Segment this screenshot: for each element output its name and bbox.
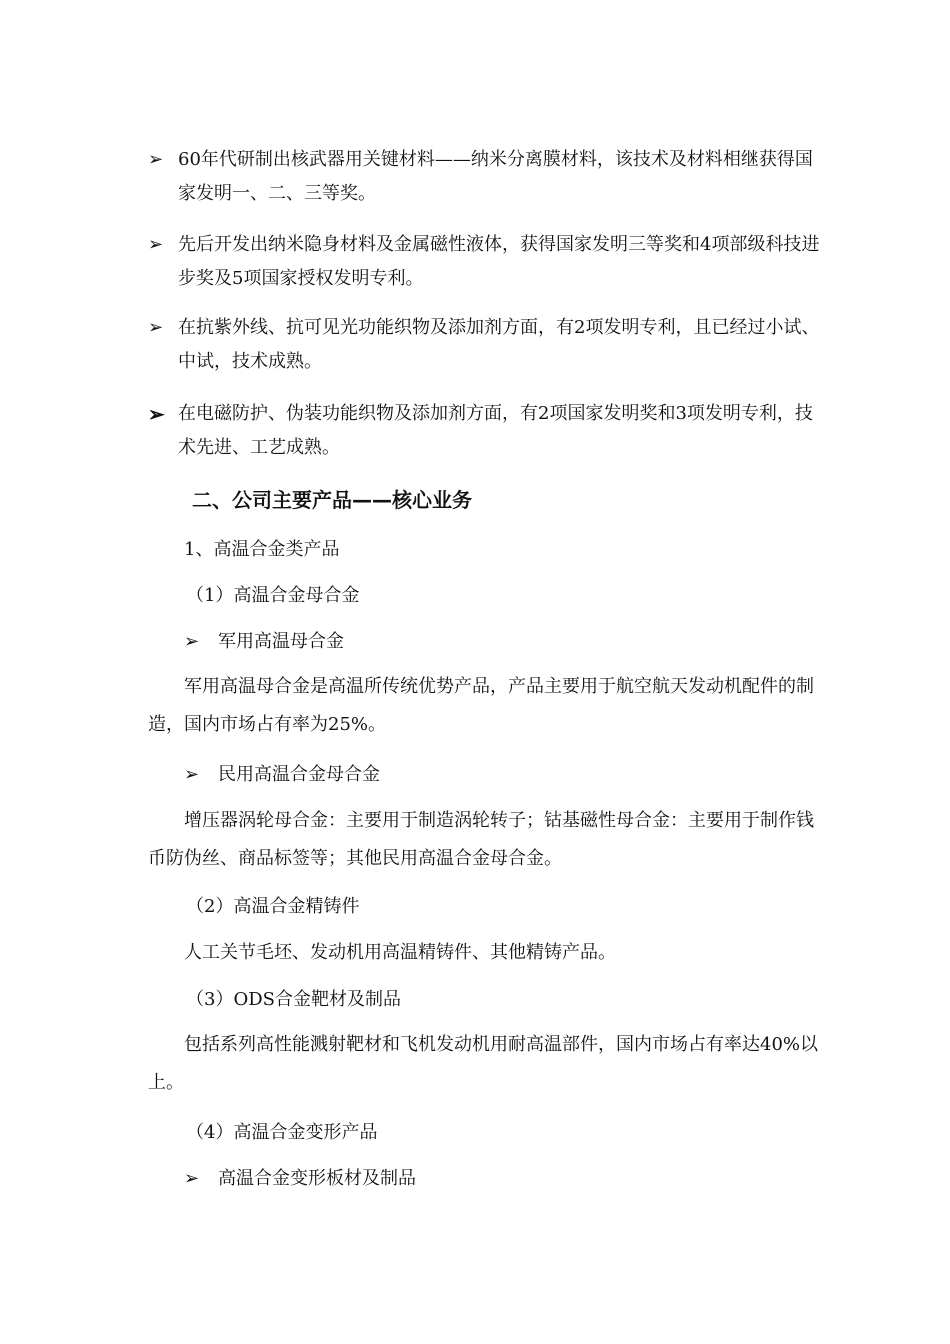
subsection-title: （4）高温合金变形产品 xyxy=(186,1122,378,1143)
intro-bullet-2 xyxy=(148,228,828,296)
subsection-title: （3）ODS合金靶材及制品 xyxy=(186,989,401,1010)
arrow-bullet-icon: ➢ xyxy=(184,764,200,785)
paragraph: 包括系列高性能溅射靶材和飞机发动机用耐高温部件，国内市场占有率达40%以上。 xyxy=(148,1034,819,1093)
paragraph: 军用高温母合金是高温所传统优势产品，产品主要用于航空航天发动机配件的制造，国内市场占有率为25%。 xyxy=(148,676,814,735)
paragraph: 增压器涡轮母合金：主要用于制造涡轮转子；钴基磁性母合金：主要用于制作钱币防伪丝、商品标签等；其他民用高温合金母合金。 xyxy=(148,810,814,869)
product-bullet xyxy=(184,627,344,653)
product-bullet xyxy=(184,1164,416,1190)
bullet-text: 60年代研制出核武器用关键材料——纳米分离膜材料，该技术及材料相继获得国家发明一、二、三等奖。 xyxy=(178,149,813,204)
arrow-bullet-icon: ➢ xyxy=(148,234,164,255)
product-bullet-text: 民用高温合金母合金 xyxy=(218,764,380,785)
arrow-bullet-icon: ➢ xyxy=(148,402,165,426)
bullet-text: 在电磁防护、伪装功能织物及添加剂方面，有2项国家发明奖和3项发明专利，技术先进、工艺成熟。 xyxy=(178,403,813,458)
arrow-bullet-icon: ➢ xyxy=(184,1168,200,1189)
intro-bullet-1 xyxy=(148,143,828,211)
arrow-bullet-icon: ➢ xyxy=(148,149,164,170)
intro-bullet-4 xyxy=(148,397,828,465)
category-title: 1、高温合金类产品 xyxy=(184,539,340,560)
bullet-text: 先后开发出纳米隐身材料及金属磁性液体，获得国家发明三等奖和4项部级科技进步奖及5项国家授权发明专利。 xyxy=(178,234,820,289)
arrow-bullet-icon: ➢ xyxy=(148,317,164,338)
bullet-text: 在抗紫外线、抗可见光功能织物及添加剂方面，有2项发明专利，且已经过小试、中试，技术成熟。 xyxy=(178,317,820,372)
product-bullet xyxy=(184,760,380,786)
product-bullet-text: 高温合金变形板材及制品 xyxy=(218,1168,416,1189)
subsection-title: （2）高温合金精铸件 xyxy=(186,896,360,917)
paragraph: 人工关节毛坯、发动机用高温精铸件、其他精铸产品。 xyxy=(184,942,616,963)
product-bullet-text: 军用高温母合金 xyxy=(218,631,344,652)
subsection-title: （1）高温合金母合金 xyxy=(186,585,360,606)
section-heading: 二、公司主要产品——核心业务 xyxy=(192,488,472,512)
arrow-bullet-icon: ➢ xyxy=(184,631,200,652)
intro-bullet-3 xyxy=(148,311,828,379)
